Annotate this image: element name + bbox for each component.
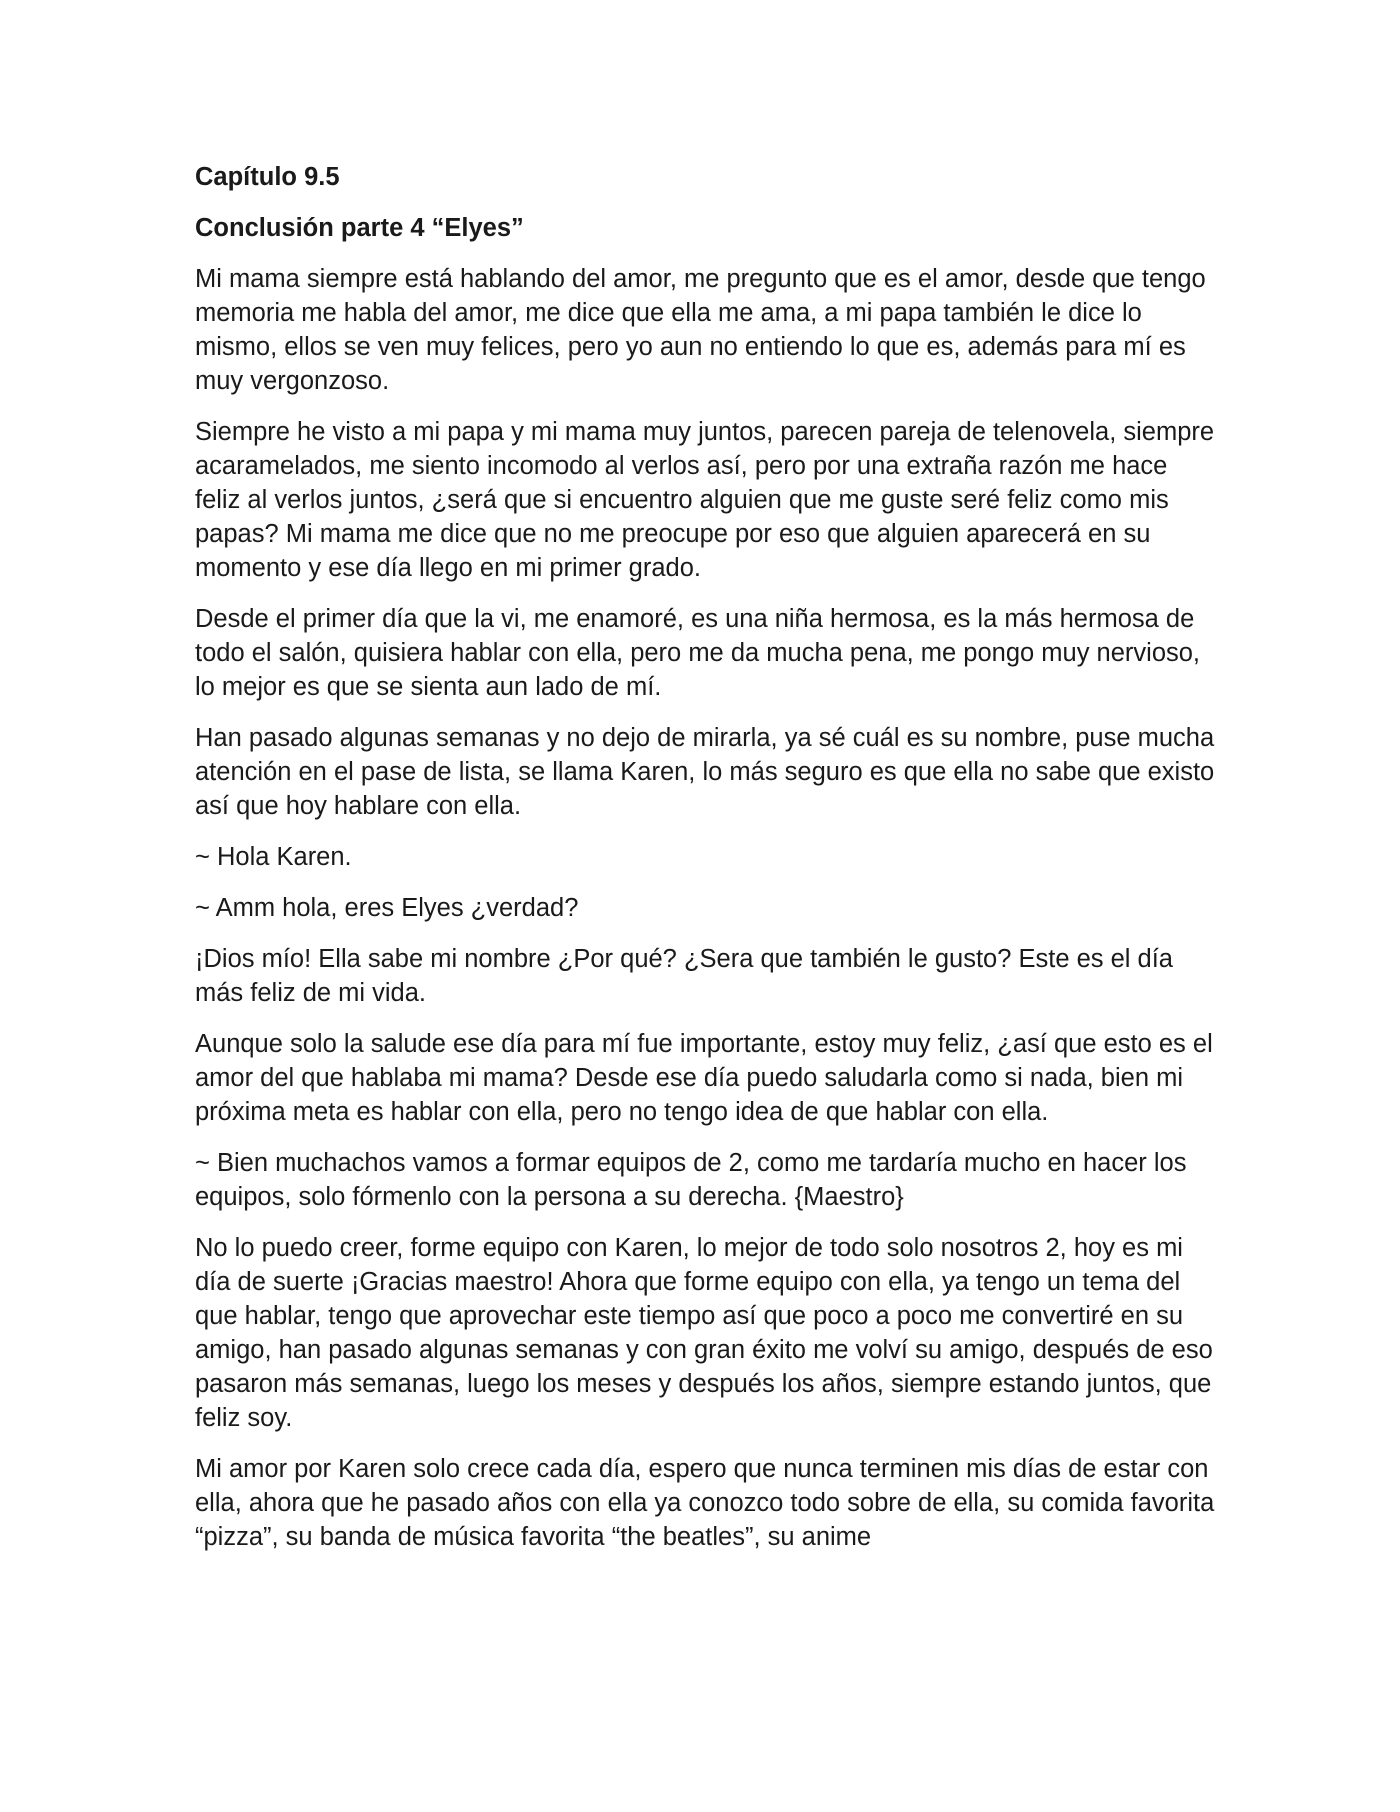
paragraph: Mi amor por Karen solo crece cada día, espero que nunca terminen mis días de estar con ella, ahora que he pasado años con ella ya conozco todo sobre de ella, su comida favorita “pizza”, su banda de música favorita “the beatles”, su anime — [195, 1455, 1215, 1551]
paragraph: Aunque solo la salude ese día para mí fue importante, estoy muy feliz, ¿así que esto es el amor del que hablaba mi mama? Desde ese día puedo saludarla como si nada, bien mi próxima meta es hablar con ella, pero no tengo idea de que hablar con ella. — [195, 1030, 1213, 1126]
paragraph: ¡Dios mío! Ella sabe mi nombre ¿Por qué? ¿Sera que también le gusto? Este es el día más feliz de mi vida. — [195, 945, 1173, 1007]
paragraph: Mi mama siempre está hablando del amor, me pregunto que es el amor, desde que tengo memoria me habla del amor, me dice que ella me ama, a mi papa también le dice lo mismo, ellos se ven muy felices, pero yo aun no entiendo lo que es, además para mí es muy vergonzoso. — [195, 265, 1206, 395]
section-title: Conclusión parte 4 “Elyes” — [195, 214, 524, 242]
paragraph: Desde el primer día que la vi, me enamoré, es una niña hermosa, es la más hermosa de todo el salón, quisiera hablar con ella, pero me da mucha pena, me pongo muy nervioso, lo mejor es que se sienta aun lado de mí. — [195, 605, 1201, 701]
document-body — [195, 160, 1215, 1571]
paragraph: Han pasado algunas semanas y no dejo de mirarla, ya sé cuál es su nombre, puse mucha atención en el pase de lista, se llama Karen, lo más seguro es que ella no sabe que existo así que hoy hablare con ella. — [195, 724, 1215, 820]
dialogue-line: ~ Bien muchachos vamos a formar equipos de 2, como me tardaría mucho en hacer los equipos, solo fórmenlo con la persona a su derecha. {Maestro} — [195, 1149, 1187, 1211]
dialogue-line: ~ Amm hola, eres Elyes ¿verdad? — [195, 894, 579, 922]
paragraph: Siempre he visto a mi papa y mi mama muy juntos, parecen pareja de telenovela, siempre acaramelados, me siento incomodo al verlos así, pero por una extraña razón me hace feliz al verlos juntos, ¿será que si encuentro alguien que me guste seré feliz como mis papas? Mi mama me dice que no me preocupe por eso que alguien aparecerá en su momento y ese día llego en mi primer grado. — [195, 418, 1215, 582]
dialogue-line: ~ Hola Karen. — [195, 843, 352, 871]
chapter-title: Capítulo 9.5 — [195, 163, 340, 191]
paragraph: No lo puedo creer, forme equipo con Karen, lo mejor de todo solo nosotros 2, hoy es mi día de suerte ¡Gracias maestro! Ahora que forme equipo con ella, ya tengo un tema del que hablar, tengo que aprovechar este tiempo así que poco a poco me convertiré en su amigo, han pasado algunas semanas y con gran éxito me volví su amigo, después de eso pasaron más semanas, luego los meses y después los años, siempre estando juntos, que feliz soy. — [195, 1234, 1213, 1432]
